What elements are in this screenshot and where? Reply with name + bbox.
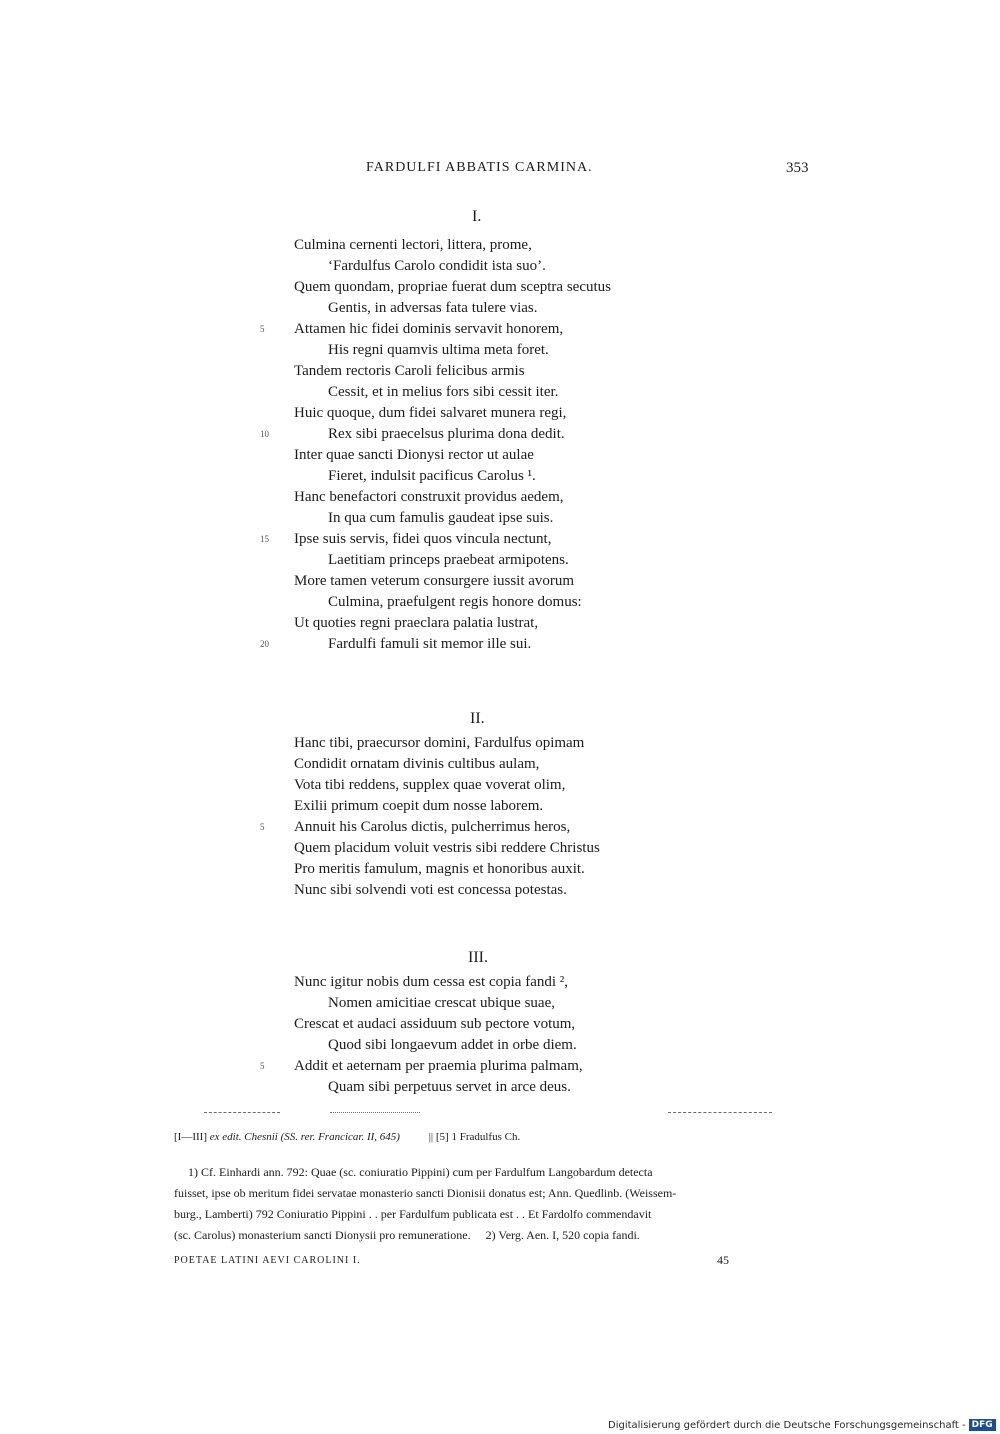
verse-text: In qua cum famulis gaudeat ipse suis. xyxy=(328,510,554,526)
verse-text: More tamen veterum consurgere iussit avorum xyxy=(294,573,575,589)
verse-line xyxy=(294,838,600,859)
verse-line xyxy=(294,1077,583,1098)
separator-rule-right xyxy=(668,1112,772,1113)
verse-line xyxy=(294,993,583,1014)
verse-text: Nunc sibi solvendi voti est concessa potestas. xyxy=(294,882,567,898)
verse-line xyxy=(260,817,600,838)
verse-text: Ut quoties regni praeclara palatia lustrat, xyxy=(294,615,539,631)
line-number: 10 xyxy=(260,429,269,439)
verse-line xyxy=(260,424,611,445)
verse-line xyxy=(294,487,611,508)
apparatus-source: ex edit. Chesnii (SS. rer. Francicar. II, 645) xyxy=(209,1131,400,1143)
verse-line xyxy=(294,592,611,613)
line-number: 20 xyxy=(260,639,269,649)
verse-text: Annuit his Carolus dictis, pulcherrimus heros, xyxy=(294,819,571,835)
verse-line xyxy=(294,1035,583,1056)
verse-text: Hanc tibi, praecursor domini, Fardulfus opimam xyxy=(294,735,585,751)
verse-text: Culmina cernenti lectori, littera, prome, xyxy=(294,237,532,253)
verse-line xyxy=(294,775,600,796)
poem-heading-3: III. xyxy=(468,949,488,966)
verse-line xyxy=(294,880,600,901)
verse-line xyxy=(294,1014,583,1035)
apparatus-range: [I—III] xyxy=(174,1131,207,1143)
verse-text: ‘Fardulfus Carolo condidit ista suo’. xyxy=(328,258,546,274)
verse-text: Vota tibi reddens, supplex quae voverat olim, xyxy=(294,777,566,793)
verse-line xyxy=(294,340,611,361)
verse-line xyxy=(294,256,611,277)
verse-text: Exilii primum coepit dum nosse laborem. xyxy=(294,798,544,814)
poem-heading-1: I. xyxy=(472,208,482,225)
verse-text: Hanc benefactori construxit providus aedem, xyxy=(294,489,564,505)
verse-text: Quam sibi perpetuus servet in arce deus. xyxy=(328,1079,571,1095)
verse-text: Culmina, praefulgent regis honore domus: xyxy=(328,594,582,610)
verse-line xyxy=(294,508,611,529)
critical-apparatus xyxy=(174,1131,520,1143)
credit-text: Digitalisierung gefördert durch die Deutsche Forschungsgemeinschaft - xyxy=(608,1419,966,1431)
verse-line xyxy=(294,466,611,487)
verse-line xyxy=(294,277,611,298)
separator-rule-mid xyxy=(330,1112,420,1113)
verse-text: Addit et aeternam per praemia plurima palmam, xyxy=(294,1058,583,1074)
line-number: 15 xyxy=(260,534,269,544)
running-title: FARDULFI ABBATIS CARMINA. xyxy=(366,160,593,175)
verse-text: Pro meritis famulum, magnis et honoribus auxit. xyxy=(294,861,585,877)
verse-line xyxy=(294,859,600,880)
verse-text: Fardulfi famuli sit memor ille sui. xyxy=(328,636,532,652)
verse-line xyxy=(294,361,611,382)
page-number: 353 xyxy=(786,160,809,176)
verse-line xyxy=(260,634,611,655)
verse-line xyxy=(260,319,611,340)
verse-text: Quem quondam, propriae fuerat dum sceptra secutus xyxy=(294,279,611,295)
poem-block-3 xyxy=(260,972,583,1098)
verse-text: Crescat et audaci assiduum sub pectore votum, xyxy=(294,1016,576,1032)
footnote-line: 1) Cf. Einhardi ann. 792: Quae (sc. coniuratio Pippini) cum per Fardulfum Langobardum detecta xyxy=(188,1165,653,1179)
verse-text: Attamen hic fidei dominis servavit honorem, xyxy=(294,321,564,337)
footnotes xyxy=(174,1162,814,1246)
apparatus-note: || [5] 1 Fradulfus Ch. xyxy=(428,1131,521,1143)
verse-line xyxy=(294,445,611,466)
footnote-line: burg., Lamberti) 792 Coniuratio Pippini . . per Fardulfum publicata est . . Et Fardolfo commendavit xyxy=(174,1207,652,1221)
poem-block-2 xyxy=(260,733,600,901)
verse-line xyxy=(294,796,600,817)
line-number: 5 xyxy=(260,324,265,334)
signature-number: 45 xyxy=(717,1253,729,1267)
verse-text: Fieret, indulsit pacificus Carolus ¹. xyxy=(328,468,536,484)
verse-line xyxy=(294,298,611,319)
verse-text: Tandem rectoris Caroli felicibus armis xyxy=(294,363,525,379)
verse-line xyxy=(294,571,611,592)
verse-text: Gentis, in adversas fata tulere vias. xyxy=(328,300,538,316)
verse-text: His regni quamvis ultima meta foret. xyxy=(328,342,549,358)
verse-text: Rex sibi praecelsus plurima dona dedit. xyxy=(328,426,565,442)
verse-text: Huic quoque, dum fidei salvaret munera regi, xyxy=(294,405,567,421)
poem-heading-2: II. xyxy=(470,710,485,727)
verse-line xyxy=(260,529,611,550)
verse-text: Inter quae sancti Dionysi rector ut aulae xyxy=(294,447,534,463)
line-number: 5 xyxy=(260,822,265,832)
dfg-logo: DFG xyxy=(969,1419,996,1431)
dfg-credit xyxy=(608,1419,996,1431)
verse-text: Laetitiam princeps praebeat armipotens. xyxy=(328,552,569,568)
verse-line xyxy=(294,613,611,634)
poem-block-1 xyxy=(260,235,611,655)
separator-rule-left xyxy=(204,1112,280,1113)
verse-line xyxy=(294,235,611,256)
verse-line xyxy=(294,733,600,754)
line-number: 5 xyxy=(260,1061,265,1071)
verse-text: Cessit, et in melius fors sibi cessit iter. xyxy=(328,384,559,400)
verse-text: Quod sibi longaevum addet in orbe diem. xyxy=(328,1037,577,1053)
footnote-line: (sc. Carolus) monasterium sancti Dionysii pro remuneratione. 2) Verg. Aen. I, 520 copia fandi. xyxy=(174,1228,640,1242)
verse-text: Nomen amicitiae crescat ubique suae, xyxy=(328,995,555,1011)
verse-text: Quem placidum voluit vestris sibi reddere Christus xyxy=(294,840,600,856)
verse-line xyxy=(294,550,611,571)
verse-line xyxy=(294,754,600,775)
verse-text: Condidit ornatam divinis cultibus aulam, xyxy=(294,756,540,772)
verse-line xyxy=(294,382,611,403)
signature-line: POETAE LATINI AEVI CAROLINI I. xyxy=(174,1255,361,1266)
verse-line xyxy=(294,972,583,993)
verse-line xyxy=(260,1056,583,1077)
verse-line xyxy=(294,403,611,424)
verse-text: Nunc igitur nobis dum cessa est copia fandi ², xyxy=(294,974,569,990)
footnote-line: fuisset, ipse ob meritum fidei servatae monasterio sancti Dionisii donatus est; Ann. Quedlinb. (Weissem- xyxy=(174,1186,677,1200)
verse-text: Ipse suis servis, fidei quos vincula nectunt, xyxy=(294,531,552,547)
